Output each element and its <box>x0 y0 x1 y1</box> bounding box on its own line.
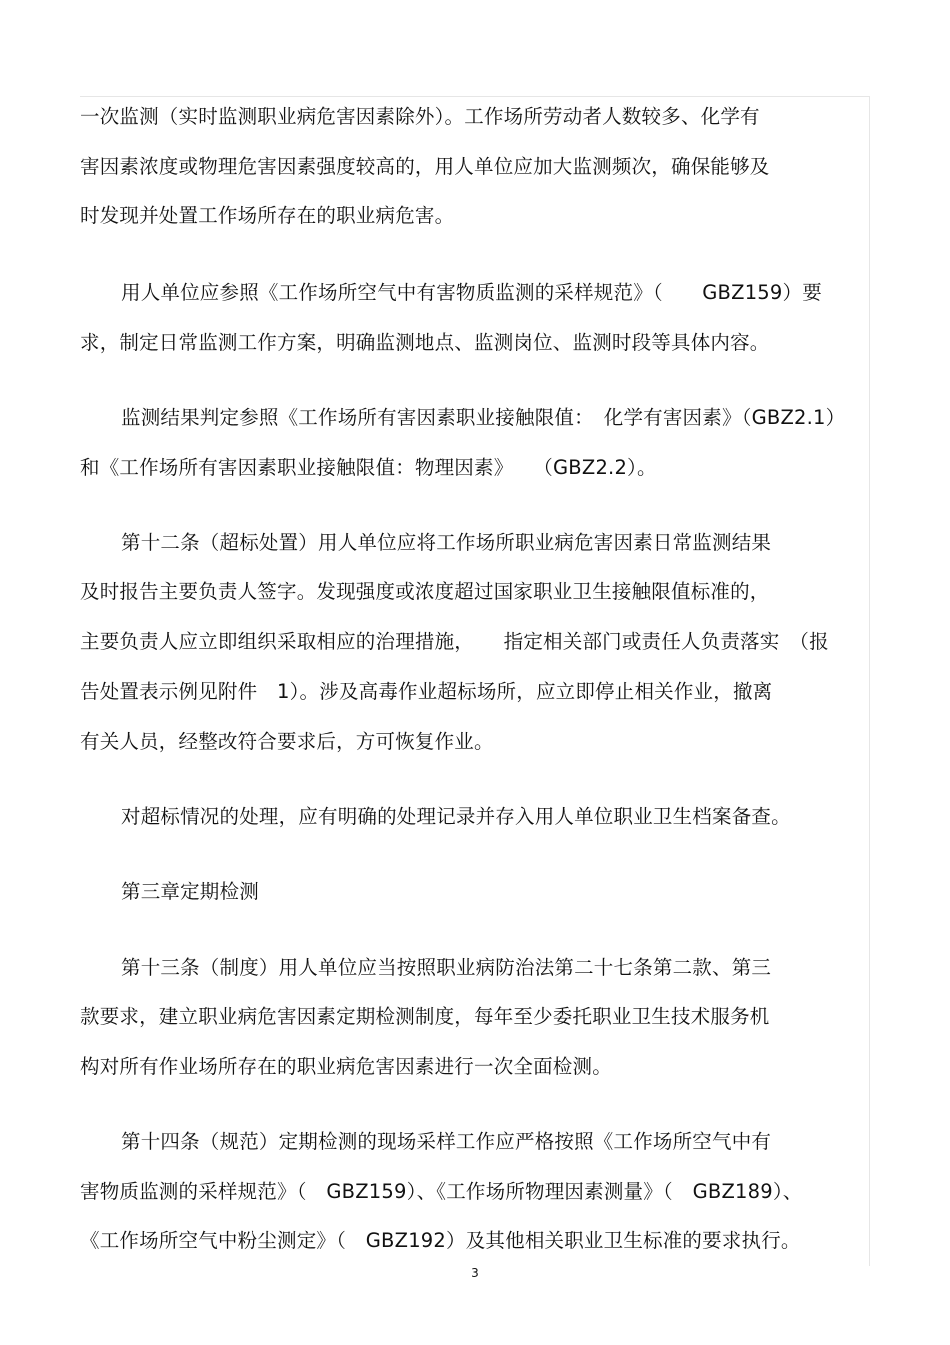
paragraph-line: 第十四条（规范）定期检测的现场采样工作应严格按照《工作场所空气中有 <box>121 1130 772 1153</box>
paragraph-line: 主要负责人应立即组织采取相应的治理措施， 指定相关部门或责任人负责落实 （报 <box>80 630 829 653</box>
paragraph-line: 第十二条（超标处置）用人单位应将工作场所职业病危害因素日常监测结果 <box>121 531 772 554</box>
paragraph-line: 求，制定日常监测工作方案，明确监测地点、监测岗位、监测时段等具体内容。 <box>80 331 770 354</box>
paragraph-line: 用人单位应参照《工作场所空气中有害物质监测的采样规范》（ GBZ159）要 <box>121 281 822 304</box>
paragraph-line: 害因素浓度或物理危害因素强度较高的，用人单位应加大监测频次，确保能够及 <box>80 155 770 178</box>
paragraph-line: 构对所有作业场所存在的职业病危害因素进行一次全面检测。 <box>80 1055 612 1078</box>
chapter-heading: 第三章定期检测 <box>121 880 259 903</box>
paragraph-line: 及时报告主要负责人签字。发现强度或浓度超过国家职业卫生接触限值标准的， <box>80 580 770 603</box>
paragraph-line: 有关人员，经整改符合要求后，方可恢复作业。 <box>80 730 494 753</box>
paragraph-line: 款要求，建立职业病危害因素定期检测制度，每年至少委托职业卫生技术服务机 <box>80 1005 770 1028</box>
paragraph-line: 监测结果判定参照《工作场所有害因素职业接触限值： 化学有害因素》（GBZ2.1） <box>121 406 846 429</box>
paragraph-line: 和《工作场所有害因素职业接触限值：物理因素》 （GBZ2.2）。 <box>80 456 657 479</box>
paragraph-line: 告处置表示例见附件 1）。涉及高毒作业超标场所，应立即停止相关作业，撤离 <box>80 680 773 703</box>
paragraph-line: 对超标情况的处理，应有明确的处理记录并存入用人单位职业卫生档案备查。 <box>121 805 791 828</box>
paragraph-line: 时发现并处置工作场所存在的职业病危害。 <box>80 204 455 227</box>
paragraph-line: 《工作场所空气中粉尘测定》（ GBZ192）及其他相关职业卫生标准的要求执行。 <box>80 1229 801 1252</box>
page-top-edge <box>80 96 870 97</box>
paragraph-line: 第十三条（制度）用人单位应当按照职业病防治法第二十七条第二款、第三 <box>121 956 772 979</box>
paragraph-line: 害物质监测的采样规范》（ GBZ159）、《工作场所物理因素测量》（ GBZ189）、 <box>80 1180 803 1203</box>
paragraph-line: 一次监测（实时监测职业病危害因素除外）。工作场所劳动者人数较多、化学有 <box>80 105 760 128</box>
page-number: 3 <box>471 1266 479 1280</box>
